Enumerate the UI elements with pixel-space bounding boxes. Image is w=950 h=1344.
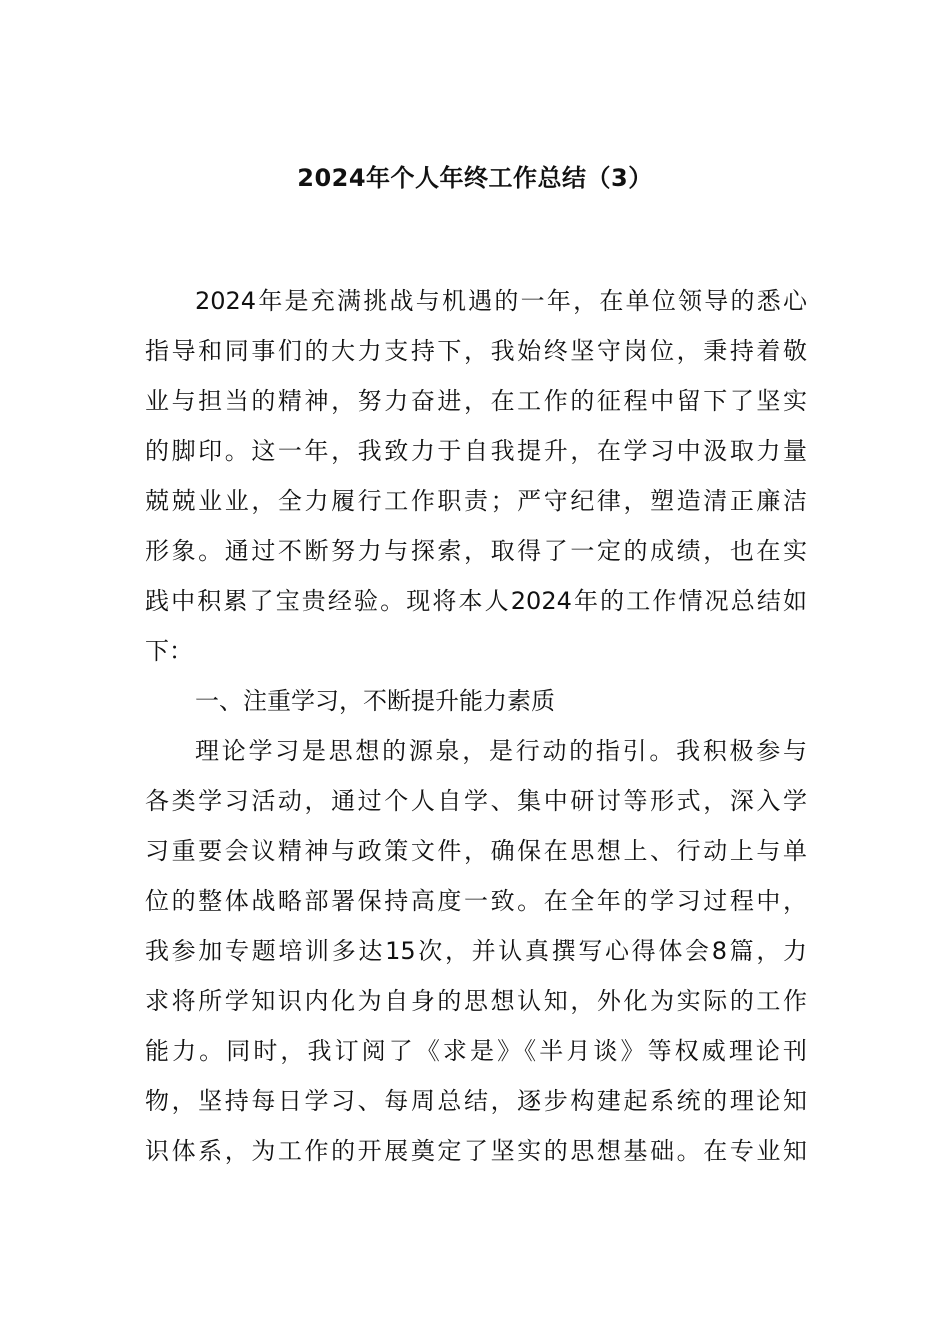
body-line: 理论学习是思想的源泉，是行动的指引。我积极参与 — [195, 737, 807, 765]
body-line: 识体系，为工作的开展奠定了坚实的思想基础。在专业知 — [145, 1137, 807, 1165]
body-line: 2024年是充满挑战与机遇的一年，在单位领导的悉心 — [195, 287, 807, 315]
body-line: 下： — [145, 637, 193, 665]
body-line: 我参加专题培训多达15次，并认真撰写心得体会8篇，力 — [145, 937, 807, 965]
body-line: 形象。通过不断努力与探索，取得了一定的成绩，也在实 — [145, 537, 807, 565]
body-line: 位的整体战略部署保持高度一致。在全年的学习过程中， — [145, 887, 807, 915]
body-line: 各类学习活动，通过个人自学、集中研讨等形式，深入学 — [145, 787, 807, 815]
body-line: 习重要会议精神与政策文件，确保在思想上、行动上与单 — [145, 837, 807, 865]
body-line: 指导和同事们的大力支持下，我始终坚守岗位，秉持着敬 — [145, 337, 807, 365]
body-line: 能力。同时，我订阅了《求是》《半月谈》等权威理论刊 — [145, 1037, 807, 1065]
body-line: 求将所学知识内化为自身的思想认知，外化为实际的工作 — [145, 987, 807, 1015]
body-line: 业与担当的精神，努力奋进，在工作的征程中留下了坚实 — [145, 387, 807, 415]
body-line: 兢兢业业，全力履行工作职责；严守纪律，塑造清正廉洁 — [145, 487, 807, 515]
body-line: 的脚印。这一年，我致力于自我提升，在学习中汲取力量 — [145, 437, 807, 465]
body-line: 物，坚持每日学习、每周总结，逐步构建起系统的理论知 — [145, 1087, 807, 1115]
document-title: 2024年个人年终工作总结（3） — [297, 164, 653, 192]
body-line: 践中积累了宝贵经验。现将本人2024年的工作情况总结如 — [145, 587, 807, 615]
section-heading: 一、注重学习，不断提升能力素质 — [195, 687, 555, 715]
